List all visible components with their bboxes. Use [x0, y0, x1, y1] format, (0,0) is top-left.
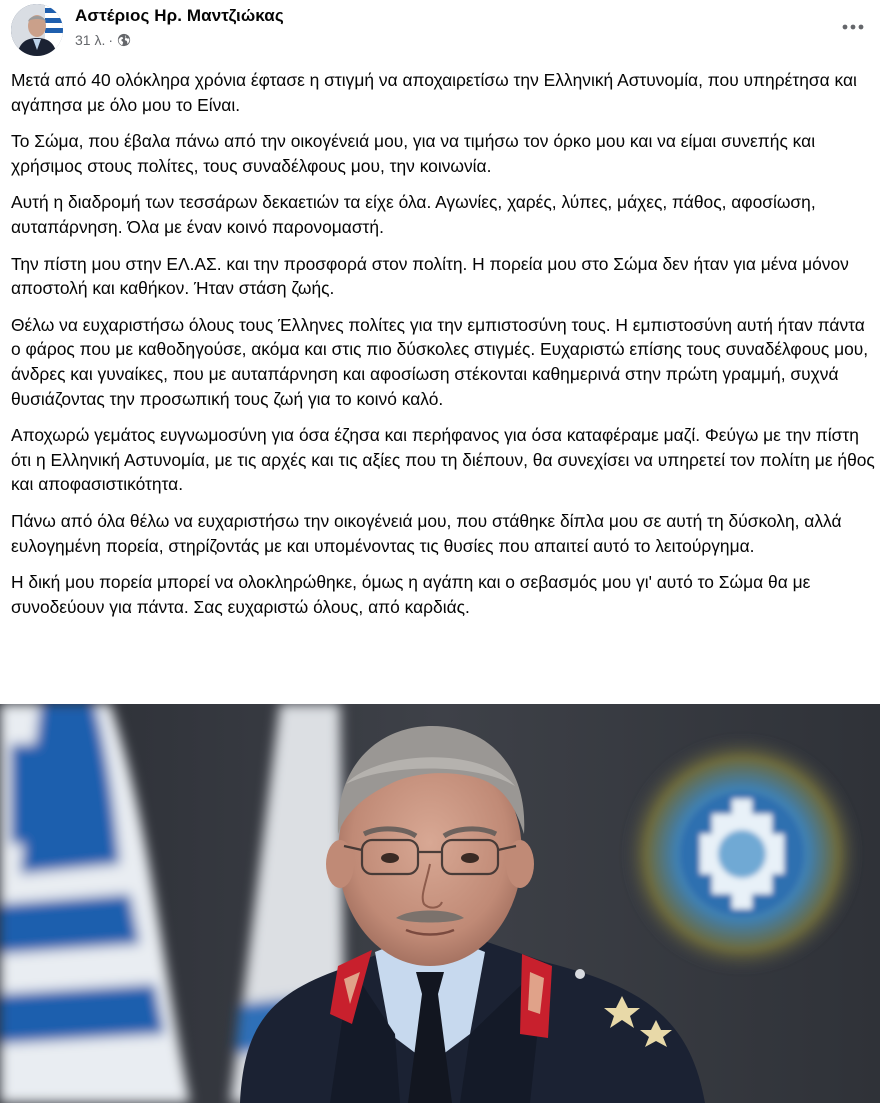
post-photo[interactable] — [0, 704, 880, 1103]
post-paragraph: Θέλω να ευχαριστήσω όλους τους Έλληνες πολίτες για την εμπιστοσύνη τους. Η εμπιστοσύνη αυτή ήταν πάντα ο φάρος που με καθοδηγούσε, ακόμα και στις πιο δύσκολες στιγμές. Ευχαριστώ επίσης τους συναδέλφους μου, άνδρες και γυναίκες, που με αυταπάρνηση και αφοσίωση στέκονται καθημερινά στην πρώτη γραμμή, συχνά θυσιάζοντας την προσωπική τους ζωή για το κοινό καλό. — [11, 314, 869, 409]
post-text — [11, 68, 877, 631]
post-paragraph: Η δική μου πορεία μπορεί να ολοκληρώθηκε, όμως η αγάπη και ο σεβασμός μου γι' αυτό το Σώμα θα με συνοδεύουν για πάντα. Σας ευχαριστώ όλους, από καρδιάς. — [11, 572, 811, 617]
more-options-icon — [842, 24, 864, 30]
post-paragraph: Πάνω από όλα θέλω να ευχαριστήσω την οικογένειά μου, που στάθηκε δίπλα μου σε αυτή τη δύσκολη, αλλά ευλογημένη πορεία, στηρίζοντάς με και υπομένοντας τις θυσίες που απαιτεί αυτό το λειτούργημα. — [11, 510, 842, 556]
avatar-photo — [11, 4, 63, 56]
post-meta — [75, 32, 131, 48]
meta-separator: · — [108, 32, 114, 48]
post-paragraph: Αποχωρώ γεμάτος ευγνωμοσύνη για όσα έζησα και περήφανος για όσα καταφέραμε μαζί. Φεύγω με την πίστη ότι η Ελληνική Αστυνομία, με τις αρχές και τις αξίες που τη διέπουν, θα συνεχίσει να υπηρετεί τον πολίτη με ήθος και αποφασιστικότητα. — [11, 425, 875, 495]
post-paragraph: Μετά από 40 ολόκληρα χρόνια έφτασε η στιγμή να αποχαιρετίσω την Ελληνική Αστυνομία, που υπηρέτησα και αγάπησα με όλο μου το Είναι. — [11, 70, 857, 115]
officer-portrait-image — [0, 704, 880, 1103]
post-paragraph: Την πίστη μου στην ΕΛ.ΑΣ. και την προσφορά στον πολίτη. Η πορεία μου στο Σώμα δεν ήταν για μένα μόνον αποστολή και καθήκον. Ήταν στάση ζωής. — [11, 253, 849, 299]
author-name[interactable]: Αστέριος Ηρ. Μαντζιώκας — [75, 6, 284, 25]
post-timestamp[interactable]: 31 λ. — [75, 32, 106, 48]
post-paragraph: Αυτή η διαδρομή των τεσσάρων δεκαετιών τα είχε όλα. Αγωνίες, χαρές, λύπες, μάχες, πάθος, αφοσίωση, αυταπάρνηση. Όλα με έναν κοινό παρονομαστή. — [11, 192, 816, 237]
avatar[interactable] — [11, 4, 63, 56]
post-header — [0, 0, 880, 60]
more-options-button[interactable] — [840, 14, 866, 40]
post-paragraph: Το Σώμα, που έβαλα πάνω από την οικογένειά μου, για να τιμήσω τον όρκο μου και να είμαι συνεπής και χρήσιμος στους πολίτες, τους συναδέλφους μου, την κοινωνία. — [11, 131, 816, 176]
globe-icon[interactable] — [117, 33, 131, 47]
